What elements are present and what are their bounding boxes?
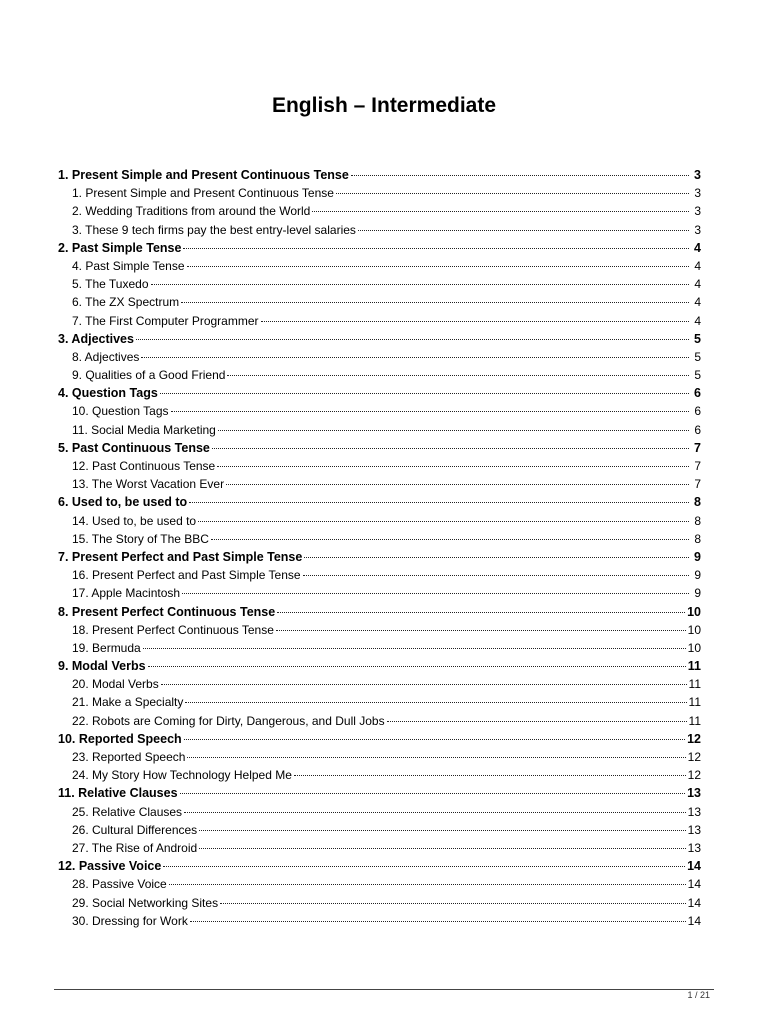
toc-entry-label: 11. Social Media Marketing: [72, 422, 216, 437]
page-indicator: 1 / 21: [687, 990, 710, 1000]
toc-page-number: 6: [694, 386, 701, 401]
toc-entry-label: 19. Bermuda: [72, 640, 141, 655]
toc-entry-label: 5. The Tuxedo: [72, 277, 149, 292]
toc-page-number: 4: [694, 277, 701, 292]
toc-entry-label: 25. Relative Clauses: [72, 804, 183, 819]
toc-section-entry[interactable]: [58, 875, 701, 893]
toc-dot-leader: [276, 629, 686, 631]
toc-section-entry[interactable]: [58, 675, 701, 693]
toc-entry-label: 21. Make a Specialty: [72, 695, 184, 710]
toc-entry-label: 6. Used to, be used to: [58, 495, 188, 510]
toc-dot-leader: [183, 247, 689, 249]
toc-dot-leader: [199, 829, 685, 831]
toc-entry-label: 16. Present Perfect and Past Simple Tense: [72, 568, 301, 583]
toc-page-number: 3: [694, 186, 701, 201]
toc-page-number: 10: [687, 622, 701, 637]
toc-entry-label: 14. Used to, be used to: [72, 513, 197, 528]
toc-entry-label: 12. Past Continuous Tense: [72, 459, 216, 473]
toc-entry-label: 29. Social Networking Sites: [72, 895, 219, 910]
toc-page-number: 9: [694, 549, 701, 564]
toc-chapter-entry[interactable]: [58, 657, 701, 675]
table-of-contents: [58, 166, 701, 930]
toc-dot-leader: [304, 556, 689, 558]
toc-entry-label: 5. Past Continuous Tense: [58, 440, 210, 455]
toc-dot-leader: [277, 611, 685, 613]
toc-entry-label: 2. Wedding Traditions from around the World: [72, 204, 311, 219]
toc-page-number: 9: [694, 586, 701, 601]
toc-page-number: 8: [694, 495, 701, 510]
toc-section-entry[interactable]: [58, 748, 701, 766]
toc-dot-leader: [187, 265, 689, 267]
toc-page-number: 8: [694, 531, 701, 546]
toc-page-number: 9: [694, 568, 701, 583]
toc-dot-leader: [199, 847, 685, 849]
toc-section-entry[interactable]: [58, 821, 701, 839]
document-title: English – Intermediate: [271, 94, 497, 117]
toc-chapter-entry[interactable]: [58, 603, 701, 621]
toc-dot-leader: [218, 429, 689, 431]
toc-section-entry[interactable]: [58, 912, 701, 930]
toc-page-number: 6: [694, 404, 701, 419]
toc-section-entry[interactable]: [58, 421, 701, 439]
toc-section-entry[interactable]: [58, 566, 701, 584]
toc-entry-label: 10. Question Tags: [72, 404, 169, 419]
toc-dot-leader: [261, 320, 690, 322]
toc-entry-label: 20. Modal Verbs: [72, 677, 159, 692]
toc-section-entry[interactable]: [58, 584, 701, 602]
toc-chapter-entry[interactable]: [58, 166, 701, 184]
toc-page-number: 13: [687, 804, 701, 819]
toc-page-number: 5: [694, 349, 701, 364]
toc-dot-leader: [303, 574, 689, 576]
toc-section-entry[interactable]: [58, 894, 701, 912]
toc-section-entry[interactable]: [58, 184, 701, 202]
toc-section-entry[interactable]: [58, 257, 701, 275]
toc-section-entry[interactable]: [58, 366, 701, 384]
toc-dot-leader: [351, 174, 689, 176]
toc-dot-leader: [161, 683, 687, 685]
toc-page-number: 3: [694, 168, 701, 182]
toc-section-entry[interactable]: [58, 803, 701, 821]
toc-section-entry[interactable]: [58, 712, 701, 730]
toc-section-entry[interactable]: [58, 621, 701, 639]
toc-dot-leader: [212, 447, 689, 449]
toc-dot-leader: [151, 283, 690, 285]
toc-page-number: 14: [687, 859, 701, 874]
toc-entry-label: 13. The Worst Vacation Ever: [72, 477, 225, 492]
toc-page-number: 5: [694, 331, 701, 346]
toc-entry-label: 7. Present Perfect and Past Simple Tense: [58, 549, 303, 564]
toc-page-number: 4: [694, 240, 701, 255]
toc-dot-leader: [181, 301, 689, 303]
toc-entry-label: 8. Adjectives: [72, 349, 140, 364]
toc-dot-leader: [226, 483, 689, 485]
toc-entry-label: 8. Present Perfect Continuous Tense: [58, 604, 276, 619]
toc-entry-label: 3. Adjectives: [58, 331, 134, 346]
toc-dot-leader: [143, 647, 686, 649]
toc-entry-label: 2. Past Simple Tense: [58, 240, 182, 255]
toc-page-number: 11: [687, 659, 701, 674]
toc-chapter-entry[interactable]: [58, 730, 701, 748]
toc-dot-leader: [336, 192, 689, 194]
toc-page-number: 4: [694, 313, 701, 328]
toc-page-number: 7: [694, 440, 701, 455]
toc-entry-label: 4. Question Tags: [58, 386, 158, 401]
toc-dot-leader: [312, 210, 689, 212]
toc-dot-leader: [180, 792, 686, 794]
toc-page-number: 11: [688, 677, 701, 692]
toc-dot-leader: [220, 902, 686, 904]
toc-dot-leader: [387, 720, 687, 722]
toc-page-number: 7: [694, 459, 701, 473]
toc-page-number: 13: [687, 840, 701, 855]
toc-page-number: 8: [694, 513, 701, 528]
toc-entry-label: 1. Present Simple and Present Continuous Tense: [58, 168, 349, 182]
toc-section-entry[interactable]: [58, 202, 701, 220]
toc-page-number: 10: [687, 604, 701, 619]
toc-chapter-entry[interactable]: [58, 439, 701, 457]
toc-page-number: 12: [687, 731, 701, 746]
toc-entry-label: 27. The Rise of Android: [72, 840, 198, 855]
toc-section-entry[interactable]: [58, 457, 701, 475]
toc-page-number: 3: [694, 204, 701, 219]
toc-entry-label: 9. Modal Verbs: [58, 659, 146, 674]
toc-dot-leader: [185, 701, 686, 703]
toc-entry-label: 3. These 9 tech firms pay the best entry-level salaries: [72, 222, 356, 237]
toc-page-number: 4: [694, 258, 701, 273]
toc-dot-leader: [294, 774, 686, 776]
toc-dot-leader: [182, 592, 689, 594]
toc-chapter-entry[interactable]: [58, 493, 701, 511]
toc-page-number: 10: [687, 640, 701, 655]
toc-dot-leader: [189, 501, 689, 503]
toc-section-entry[interactable]: [58, 475, 701, 493]
toc-entry-label: 10. Reported Speech: [58, 731, 182, 746]
toc-page-number: 6: [694, 422, 701, 437]
toc-dot-leader: [198, 520, 689, 522]
toc-entry-label: 28. Passive Voice: [72, 877, 167, 892]
toc-chapter-entry[interactable]: [58, 857, 701, 875]
toc-page-number: 11: [688, 713, 701, 728]
toc-dot-leader: [169, 883, 686, 885]
toc-page-number: 7: [694, 477, 701, 492]
toc-dot-leader: [184, 811, 686, 813]
toc-page-number: 5: [694, 368, 701, 383]
toc-page-number: 12: [687, 750, 701, 764]
toc-entry-label: 4. Past Simple Tense: [72, 258, 185, 273]
toc-entry-label: 9. Qualities of a Good Friend: [72, 368, 226, 383]
toc-page-number: 14: [687, 913, 701, 928]
toc-page-number: 14: [687, 895, 701, 910]
toc-entry-label: 17. Apple Macintosh: [72, 586, 181, 601]
toc-section-entry[interactable]: [58, 512, 701, 530]
toc-section-entry[interactable]: [58, 839, 701, 857]
toc-dot-leader: [148, 665, 686, 667]
toc-page-number: 3: [694, 222, 701, 237]
toc-section-entry[interactable]: [58, 221, 701, 239]
toc-entry-label: 18. Present Perfect Continuous Tense: [72, 622, 274, 637]
toc-entry-label: 1. Present Simple and Present Continuous Tense: [72, 186, 334, 201]
toc-chapter-entry[interactable]: [58, 384, 701, 402]
toc-page-number: 14: [687, 877, 701, 892]
toc-page-number: 13: [687, 786, 701, 801]
toc-dot-leader: [190, 920, 686, 922]
toc-dot-leader: [184, 738, 685, 740]
toc-section-entry[interactable]: [58, 348, 701, 366]
toc-entry-label: 23. Reported Speech: [72, 750, 186, 764]
toc-dot-leader: [163, 865, 685, 867]
toc-chapter-entry[interactable]: [58, 784, 701, 802]
toc-entry-label: 12. Passive Voice: [58, 859, 162, 874]
toc-chapter-entry[interactable]: [58, 239, 701, 257]
toc-entry-label: 30. Dressing for Work: [72, 913, 188, 928]
toc-section-entry[interactable]: [58, 312, 701, 330]
toc-section-entry[interactable]: [58, 293, 701, 311]
toc-chapter-entry[interactable]: [58, 330, 701, 348]
toc-page-number: 4: [694, 295, 701, 310]
toc-section-entry[interactable]: [58, 530, 701, 548]
toc-dot-leader: [187, 756, 685, 758]
toc-dot-leader: [136, 338, 689, 340]
footer-divider: [54, 989, 714, 990]
toc-dot-leader: [227, 374, 689, 376]
toc-entry-label: 26. Cultural Differences: [72, 822, 198, 837]
toc-section-entry[interactable]: [58, 402, 701, 420]
toc-entry-label: 15. The Story of The BBC: [72, 531, 209, 546]
toc-dot-leader: [160, 392, 689, 394]
toc-dot-leader: [358, 229, 689, 231]
toc-section-entry[interactable]: [58, 693, 701, 711]
toc-dot-leader: [217, 465, 689, 467]
toc-entry-label: 11. Relative Clauses: [58, 786, 178, 801]
toc-dot-leader: [141, 356, 689, 358]
toc-page-number: 12: [687, 768, 701, 783]
toc-entry-label: 7. The First Computer Programmer: [72, 313, 259, 328]
toc-entry-label: 22. Robots are Coming for Dirty, Dangerous, and Dull Jobs: [72, 713, 385, 728]
toc-entry-label: 6. The ZX Spectrum: [72, 295, 180, 310]
toc-dot-leader: [211, 538, 689, 540]
toc-dot-leader: [171, 410, 689, 412]
toc-page-number: 11: [688, 695, 701, 710]
toc-chapter-entry[interactable]: [58, 548, 701, 566]
toc-section-entry[interactable]: [58, 275, 701, 293]
toc-entry-label: 24. My Story How Technology Helped Me: [72, 768, 292, 783]
toc-page-number: 13: [687, 822, 701, 837]
toc-section-entry[interactable]: [58, 639, 701, 657]
toc-section-entry[interactable]: [58, 766, 701, 784]
